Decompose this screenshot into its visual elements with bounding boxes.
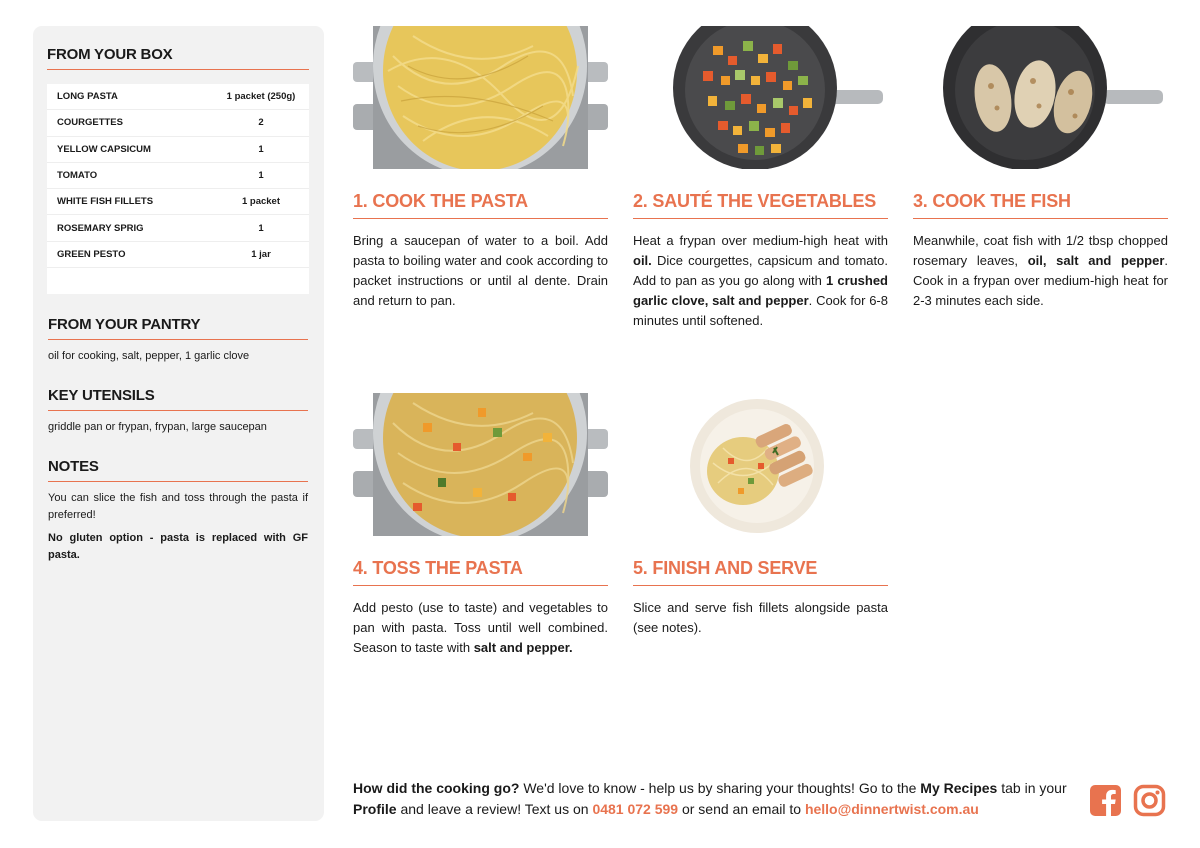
table-row	[47, 189, 309, 215]
ingredient-name: COURGETTES	[57, 117, 123, 129]
step-5-title: 5. FINISH AND SERVE	[633, 558, 888, 586]
from-your-pantry-title: FROM YOUR PANTRY	[48, 316, 308, 340]
ingredient-name: YELLOW CAPSICUM	[57, 143, 151, 155]
notes-section	[47, 458, 309, 564]
table-row	[47, 84, 309, 110]
ingredient-qty: 1	[258, 170, 264, 182]
footer-question: How did the cooking go?	[353, 780, 520, 796]
step-3	[913, 26, 1168, 311]
bold-text: salt and pepper.	[473, 640, 573, 655]
step-4-text	[353, 598, 608, 658]
text-run: Heat a frypan over medium-high heat with	[633, 233, 888, 248]
footer-text-3: and leave a review! Text us on	[396, 801, 593, 817]
table-row	[47, 137, 309, 163]
notes-gluten-text: No gluten option - pasta is replaced with GF pasta.	[48, 532, 308, 562]
from-your-box-title: FROM YOUR BOX	[47, 46, 309, 70]
utensils-text: griddle pan or frypan, frypan, large saucepan	[48, 421, 267, 434]
table-row-empty	[47, 268, 309, 294]
table-row	[47, 215, 309, 241]
pantry-section	[47, 316, 309, 365]
footer-text-2: tab in your	[997, 780, 1067, 796]
email-link[interactable]: hello@dinnertwist.com.au	[804, 801, 979, 817]
footer-text-1: We'd love to know - help us by sharing your thoughts! Go to the	[519, 780, 921, 796]
pasta-pot-photo	[353, 26, 608, 169]
footer-text-4: or send an email to	[678, 801, 805, 817]
text-run: . Cook for 6-8 minutes until softened.	[633, 293, 888, 328]
ingredient-name: TOMATO	[57, 170, 98, 182]
ingredient-qty: 2	[258, 117, 264, 129]
bold-text: oil, salt and pepper	[1027, 253, 1165, 268]
ingredient-qty: 1 jar	[251, 248, 271, 260]
fish-frypan-photo	[913, 26, 1168, 169]
text-run: . Cook in a frypan over medium-high heat for 2-3 minutes each side.	[913, 253, 1168, 308]
vegetables-frypan-photo	[633, 26, 888, 169]
notes-text: You can slice the fish and toss through the pasta if preferred!	[48, 492, 308, 522]
bold-text: oil.	[633, 253, 652, 268]
text-run: Slice and serve fish fillets alongside pasta (see notes).	[633, 600, 888, 635]
ingredient-qty: 1	[258, 143, 264, 155]
step-2-title: 2. SAUTÉ THE VEGETABLES	[633, 191, 888, 219]
step-4	[353, 393, 608, 658]
ingredient-name: LONG PASTA	[57, 91, 118, 103]
ingredient-qty: 1	[258, 222, 264, 234]
instagram-icon[interactable]	[1133, 784, 1166, 817]
text-run: Dice courgettes, capsicum and tomato. Add to pan as you go along with	[633, 253, 888, 288]
step-3-text	[913, 231, 1168, 311]
table-row	[47, 110, 309, 136]
ingredient-name: WHITE FISH FILLETS	[57, 196, 154, 208]
facebook-icon[interactable]	[1089, 784, 1122, 817]
pantry-text: oil for cooking, salt, pepper, 1 garlic clove	[48, 350, 250, 363]
tossed-pasta-pot-photo	[353, 393, 608, 536]
bold-text: 1 crushed garlic clove, salt and pepper	[633, 273, 888, 308]
table-row	[47, 163, 309, 189]
my-recipes-label: My Recipes	[920, 780, 998, 796]
step-1-title: 1. COOK THE PASTA	[353, 191, 608, 219]
feedback-footer	[353, 778, 1073, 820]
table-row	[47, 242, 309, 268]
profile-label: Profile	[353, 801, 397, 817]
ingredient-qty: 1 packet	[241, 196, 281, 208]
ingredients-sidebar	[33, 26, 324, 821]
box-ingredients-table	[47, 84, 309, 294]
plated-dish-photo	[633, 393, 888, 536]
text-run: Bring a saucepan of water to a boil. Add pasta to boiling water and cook according to packet instructions or until al dente. Drain and return to pan.	[353, 233, 608, 308]
step-5-text	[633, 598, 888, 638]
key-utensils-title: KEY UTENSILS	[48, 387, 308, 411]
step-2	[633, 26, 888, 331]
step-5	[633, 393, 888, 638]
step-1	[353, 26, 608, 311]
text-run: Add pesto (use to taste) and vegetables to pan with pasta. Toss until well combined. Season to taste with	[353, 600, 608, 655]
step-4-title: 4. TOSS THE PASTA	[353, 558, 608, 586]
notes-title: NOTES	[48, 458, 308, 482]
step-2-text	[633, 231, 888, 331]
utensils-section	[47, 387, 309, 436]
ingredient-name: ROSEMARY SPRIG	[57, 222, 144, 234]
ingredient-qty: 1 packet (250g)	[226, 91, 296, 103]
ingredient-name: GREEN PESTO	[57, 248, 126, 260]
text-run: Meanwhile, coat fish with 1/2 tbsp chopped rosemary leaves,	[913, 233, 1168, 268]
step-1-text	[353, 231, 608, 311]
phone-number-link[interactable]: 0481 072 599	[592, 801, 679, 817]
step-3-title: 3. COOK THE FISH	[913, 191, 1168, 219]
